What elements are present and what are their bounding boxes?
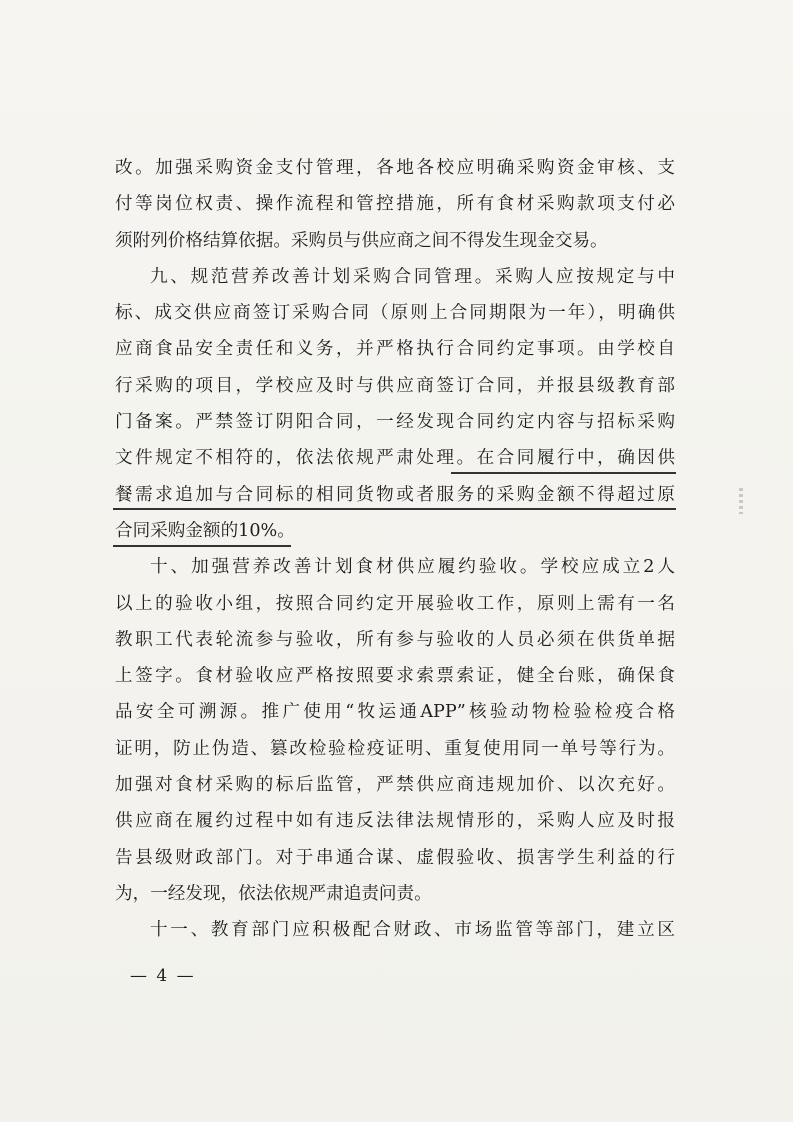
text-line xyxy=(115,331,675,367)
text-line xyxy=(115,586,675,622)
text-line-content: 付等岗位权责、操作流程和管控措施，所有食材采购款项支付必 xyxy=(115,194,675,215)
text-line-content: 以上的验收小组，按照合同约定开展验收工作，原则上需有一名 xyxy=(115,593,675,614)
page-number: — 4 — xyxy=(130,966,196,986)
underline-1 xyxy=(451,472,676,474)
text-line-content: 须附列价格结算依据。采购员与供应商之间不得发生现金交易。 xyxy=(115,230,608,251)
text-line xyxy=(115,513,675,549)
text-line-content: 文件规定不相符的，依法依规严肃处理。在合同履行中，确因供 xyxy=(115,448,675,469)
text-line-content: 改。加强采购资金支付管理，各地各校应明确采购资金审核、支 xyxy=(115,158,675,178)
text-line-content: 上签字。食材验收应严格按照要求索票索证，健全台账，确保食 xyxy=(115,666,675,687)
underline-2 xyxy=(113,508,676,510)
text-line-content: 应商食品安全责任和义务，并严格执行合同约定事项。由学校自 xyxy=(115,339,675,360)
text-line xyxy=(115,295,675,331)
text-line xyxy=(115,731,675,767)
text-line xyxy=(115,404,675,440)
text-line xyxy=(115,223,675,259)
text-line xyxy=(115,549,675,585)
text-line xyxy=(115,259,675,295)
text-line-content: 九、规范营养改善计划采购合同管理。采购人应按规定与中 xyxy=(150,266,675,287)
underline-3 xyxy=(113,545,291,547)
text-line-content: 十一、教育部门应积极配合财政、市场监管等部门，建立区 xyxy=(150,920,675,941)
text-line-content: 十、加强营养改善计划食材供应履约验收。学校应成立2人 xyxy=(150,557,675,578)
text-line xyxy=(115,767,675,803)
body-text xyxy=(115,150,675,949)
text-line-content: 教职工代表轮流参与验收，所有参与验收的人员必须在供货单据 xyxy=(115,629,675,650)
text-line xyxy=(115,658,675,694)
text-line xyxy=(115,876,675,912)
text-line xyxy=(115,186,675,222)
text-line-content: 行采购的项目，学校应及时与供应商签订合同，并报县级教育部 xyxy=(115,375,675,396)
text-line-content: 标、成交供应商签订采购合同（原则上合同期限为一年），明确供 xyxy=(115,303,675,324)
text-line xyxy=(115,368,675,404)
text-line xyxy=(115,840,675,876)
text-line-content: 品安全可溯源。推广使用“牧运通APP”核验动物检验检疫合格 xyxy=(115,702,675,723)
scan-mark xyxy=(739,488,743,514)
text-line xyxy=(115,912,675,948)
text-line-content: 供应商在履约过程中如有违反法律法规情形的，采购人应及时报 xyxy=(115,811,675,832)
text-line-content: 门备案。严禁签订阴阳合同，一经发现合同约定内容与招标采购 xyxy=(115,412,675,433)
text-line xyxy=(115,803,675,839)
text-line xyxy=(115,694,675,730)
text-line xyxy=(115,150,675,186)
text-line-content: 加强对食材采购的标后监管，严禁供应商违规加价、以次充好。 xyxy=(115,775,675,796)
text-line-content: 告县级财政部门。对于串通合谋、虚假验收、损害学生利益的行 xyxy=(115,847,675,868)
text-line-content: 餐需求追加与合同标的相同货物或者服务的采购金额不得超过原 xyxy=(115,484,675,505)
text-line-content: 证明，防止伪造、篡改检验检疫证明、重复使用同一单号等行为。 xyxy=(115,738,675,759)
text-line-content: 为，一经发现，依法依规严肃追责问责。 xyxy=(115,883,432,904)
text-line xyxy=(115,622,675,658)
text-line-content: 合同采购金额的10%。 xyxy=(115,520,295,541)
